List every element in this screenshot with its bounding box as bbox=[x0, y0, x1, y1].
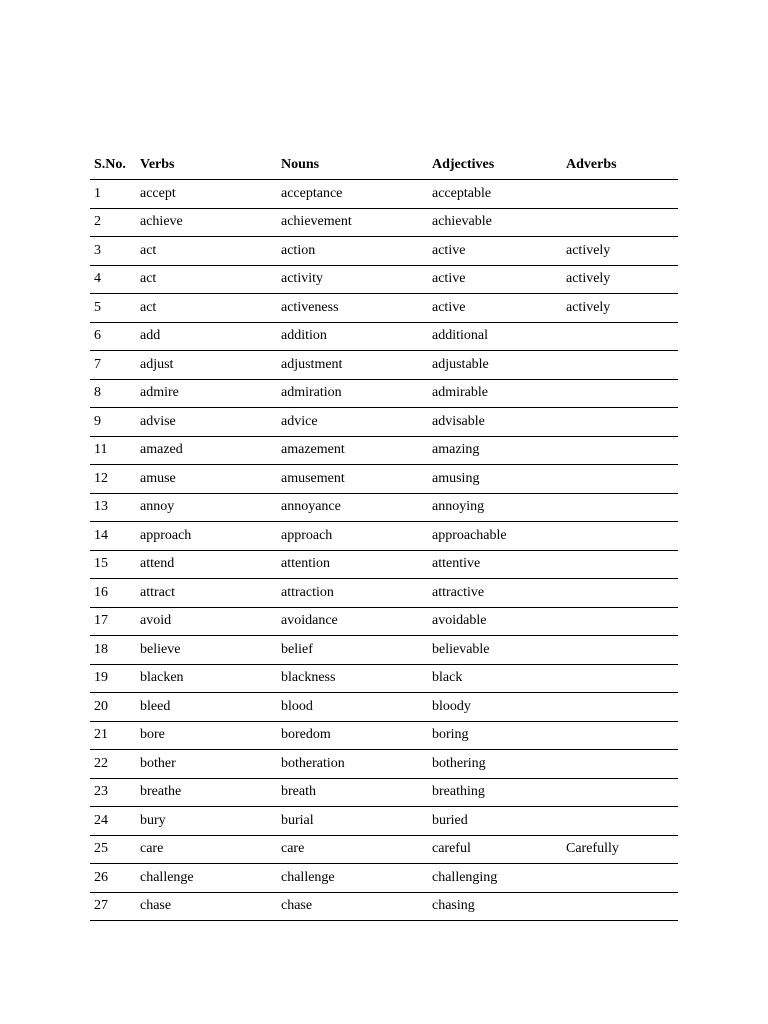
cell-adverb bbox=[562, 664, 678, 693]
cell-noun: challenge bbox=[277, 864, 428, 893]
cell-sno: 23 bbox=[90, 778, 136, 807]
cell-adjective: bloody bbox=[428, 693, 562, 722]
cell-sno: 17 bbox=[90, 607, 136, 636]
cell-sno: 3 bbox=[90, 237, 136, 266]
cell-sno: 5 bbox=[90, 294, 136, 323]
cell-verb: bury bbox=[136, 807, 277, 836]
table-body bbox=[90, 180, 678, 921]
cell-adjective: advisable bbox=[428, 408, 562, 437]
cell-sno: 22 bbox=[90, 750, 136, 779]
cell-adjective: bothering bbox=[428, 750, 562, 779]
cell-noun: activeness bbox=[277, 294, 428, 323]
cell-verb: attract bbox=[136, 579, 277, 608]
cell-verb: attend bbox=[136, 550, 277, 579]
cell-verb: achieve bbox=[136, 208, 277, 237]
cell-adverb bbox=[562, 379, 678, 408]
cell-adjective: chasing bbox=[428, 892, 562, 921]
cell-noun: belief bbox=[277, 636, 428, 665]
cell-adjective: acceptable bbox=[428, 180, 562, 209]
word-forms-table bbox=[90, 151, 678, 921]
cell-verb: breathe bbox=[136, 778, 277, 807]
cell-noun: amusement bbox=[277, 465, 428, 494]
cell-noun: action bbox=[277, 237, 428, 266]
cell-verb: act bbox=[136, 265, 277, 294]
cell-adverb: Carefully bbox=[562, 835, 678, 864]
cell-adjective: boring bbox=[428, 721, 562, 750]
table-row bbox=[90, 379, 678, 408]
table-row bbox=[90, 208, 678, 237]
cell-adverb bbox=[562, 636, 678, 665]
cell-sno: 25 bbox=[90, 835, 136, 864]
cell-adjective: avoidable bbox=[428, 607, 562, 636]
cell-sno: 11 bbox=[90, 436, 136, 465]
cell-noun: botheration bbox=[277, 750, 428, 779]
cell-adjective: annoying bbox=[428, 493, 562, 522]
table-row bbox=[90, 465, 678, 494]
cell-adjective: achievable bbox=[428, 208, 562, 237]
cell-sno: 9 bbox=[90, 408, 136, 437]
cell-noun: care bbox=[277, 835, 428, 864]
cell-adjective: active bbox=[428, 294, 562, 323]
cell-sno: 7 bbox=[90, 351, 136, 380]
header-verbs: Verbs bbox=[136, 151, 277, 180]
cell-adjective: buried bbox=[428, 807, 562, 836]
cell-verb: avoid bbox=[136, 607, 277, 636]
cell-verb: amazed bbox=[136, 436, 277, 465]
table-row bbox=[90, 636, 678, 665]
cell-noun: blood bbox=[277, 693, 428, 722]
cell-sno: 24 bbox=[90, 807, 136, 836]
table-row bbox=[90, 351, 678, 380]
cell-sno: 6 bbox=[90, 322, 136, 351]
cell-verb: annoy bbox=[136, 493, 277, 522]
table-row bbox=[90, 265, 678, 294]
cell-adverb bbox=[562, 892, 678, 921]
cell-adjective: attentive bbox=[428, 550, 562, 579]
cell-adjective: adjustable bbox=[428, 351, 562, 380]
cell-noun: attraction bbox=[277, 579, 428, 608]
cell-noun: amazement bbox=[277, 436, 428, 465]
cell-verb: act bbox=[136, 294, 277, 323]
table-row bbox=[90, 237, 678, 266]
cell-sno: 19 bbox=[90, 664, 136, 693]
cell-verb: advise bbox=[136, 408, 277, 437]
header-adverbs: Adverbs bbox=[562, 151, 678, 180]
cell-adverb bbox=[562, 522, 678, 551]
cell-verb: bother bbox=[136, 750, 277, 779]
cell-noun: boredom bbox=[277, 721, 428, 750]
cell-adverb bbox=[562, 351, 678, 380]
cell-adverb bbox=[562, 778, 678, 807]
table-row bbox=[90, 693, 678, 722]
cell-adjective: attractive bbox=[428, 579, 562, 608]
cell-adverb bbox=[562, 721, 678, 750]
cell-sno: 16 bbox=[90, 579, 136, 608]
cell-sno: 12 bbox=[90, 465, 136, 494]
table-row bbox=[90, 294, 678, 323]
cell-noun: attention bbox=[277, 550, 428, 579]
table-row bbox=[90, 892, 678, 921]
cell-noun: chase bbox=[277, 892, 428, 921]
cell-noun: annoyance bbox=[277, 493, 428, 522]
table-row bbox=[90, 750, 678, 779]
cell-sno: 14 bbox=[90, 522, 136, 551]
cell-sno: 18 bbox=[90, 636, 136, 665]
cell-adjective: challenging bbox=[428, 864, 562, 893]
cell-adverb bbox=[562, 807, 678, 836]
cell-noun: adjustment bbox=[277, 351, 428, 380]
cell-adverb bbox=[562, 579, 678, 608]
cell-sno: 4 bbox=[90, 265, 136, 294]
table-row bbox=[90, 807, 678, 836]
table-row bbox=[90, 835, 678, 864]
cell-adverb bbox=[562, 493, 678, 522]
table-row bbox=[90, 579, 678, 608]
cell-noun: activity bbox=[277, 265, 428, 294]
header-sno: S.No. bbox=[90, 151, 136, 180]
cell-verb: add bbox=[136, 322, 277, 351]
cell-adjective: careful bbox=[428, 835, 562, 864]
table-row bbox=[90, 778, 678, 807]
cell-adverb bbox=[562, 465, 678, 494]
table-row bbox=[90, 664, 678, 693]
cell-adverb: actively bbox=[562, 265, 678, 294]
cell-noun: approach bbox=[277, 522, 428, 551]
cell-verb: believe bbox=[136, 636, 277, 665]
cell-sno: 2 bbox=[90, 208, 136, 237]
cell-verb: act bbox=[136, 237, 277, 266]
cell-sno: 1 bbox=[90, 180, 136, 209]
cell-sno: 20 bbox=[90, 693, 136, 722]
table-row bbox=[90, 522, 678, 551]
cell-noun: achievement bbox=[277, 208, 428, 237]
cell-noun: breath bbox=[277, 778, 428, 807]
cell-adverb bbox=[562, 607, 678, 636]
cell-verb: accept bbox=[136, 180, 277, 209]
table-row bbox=[90, 721, 678, 750]
cell-adjective: amazing bbox=[428, 436, 562, 465]
cell-sno: 15 bbox=[90, 550, 136, 579]
cell-adverb bbox=[562, 864, 678, 893]
cell-noun: blackness bbox=[277, 664, 428, 693]
cell-adverb bbox=[562, 550, 678, 579]
cell-noun: burial bbox=[277, 807, 428, 836]
cell-verb: care bbox=[136, 835, 277, 864]
table-row bbox=[90, 864, 678, 893]
table-row bbox=[90, 607, 678, 636]
cell-sno: 26 bbox=[90, 864, 136, 893]
cell-sno: 13 bbox=[90, 493, 136, 522]
cell-adjective: approachable bbox=[428, 522, 562, 551]
table-header-row bbox=[90, 151, 678, 180]
cell-verb: admire bbox=[136, 379, 277, 408]
cell-adverb bbox=[562, 436, 678, 465]
cell-verb: bleed bbox=[136, 693, 277, 722]
cell-adjective: active bbox=[428, 237, 562, 266]
cell-noun: acceptance bbox=[277, 180, 428, 209]
table-row bbox=[90, 436, 678, 465]
cell-adverb bbox=[562, 322, 678, 351]
cell-noun: advice bbox=[277, 408, 428, 437]
cell-adjective: additional bbox=[428, 322, 562, 351]
cell-adverb bbox=[562, 208, 678, 237]
cell-verb: approach bbox=[136, 522, 277, 551]
header-adjectives: Adjectives bbox=[428, 151, 562, 180]
header-nouns: Nouns bbox=[277, 151, 428, 180]
table-row bbox=[90, 322, 678, 351]
cell-adjective: black bbox=[428, 664, 562, 693]
cell-adverb bbox=[562, 408, 678, 437]
cell-adverb bbox=[562, 693, 678, 722]
cell-noun: addition bbox=[277, 322, 428, 351]
cell-adverb: actively bbox=[562, 237, 678, 266]
cell-verb: chase bbox=[136, 892, 277, 921]
cell-adverb bbox=[562, 180, 678, 209]
cell-noun: avoidance bbox=[277, 607, 428, 636]
cell-adverb bbox=[562, 750, 678, 779]
cell-sno: 27 bbox=[90, 892, 136, 921]
cell-adjective: believable bbox=[428, 636, 562, 665]
cell-verb: amuse bbox=[136, 465, 277, 494]
cell-adjective: amusing bbox=[428, 465, 562, 494]
table-row bbox=[90, 408, 678, 437]
cell-verb: blacken bbox=[136, 664, 277, 693]
table-row bbox=[90, 493, 678, 522]
table-row bbox=[90, 550, 678, 579]
cell-adverb: actively bbox=[562, 294, 678, 323]
cell-verb: bore bbox=[136, 721, 277, 750]
cell-sno: 21 bbox=[90, 721, 136, 750]
cell-noun: admiration bbox=[277, 379, 428, 408]
cell-verb: adjust bbox=[136, 351, 277, 380]
cell-adjective: breathing bbox=[428, 778, 562, 807]
cell-sno: 8 bbox=[90, 379, 136, 408]
cell-adjective: active bbox=[428, 265, 562, 294]
cell-verb: challenge bbox=[136, 864, 277, 893]
cell-adjective: admirable bbox=[428, 379, 562, 408]
table-row bbox=[90, 180, 678, 209]
